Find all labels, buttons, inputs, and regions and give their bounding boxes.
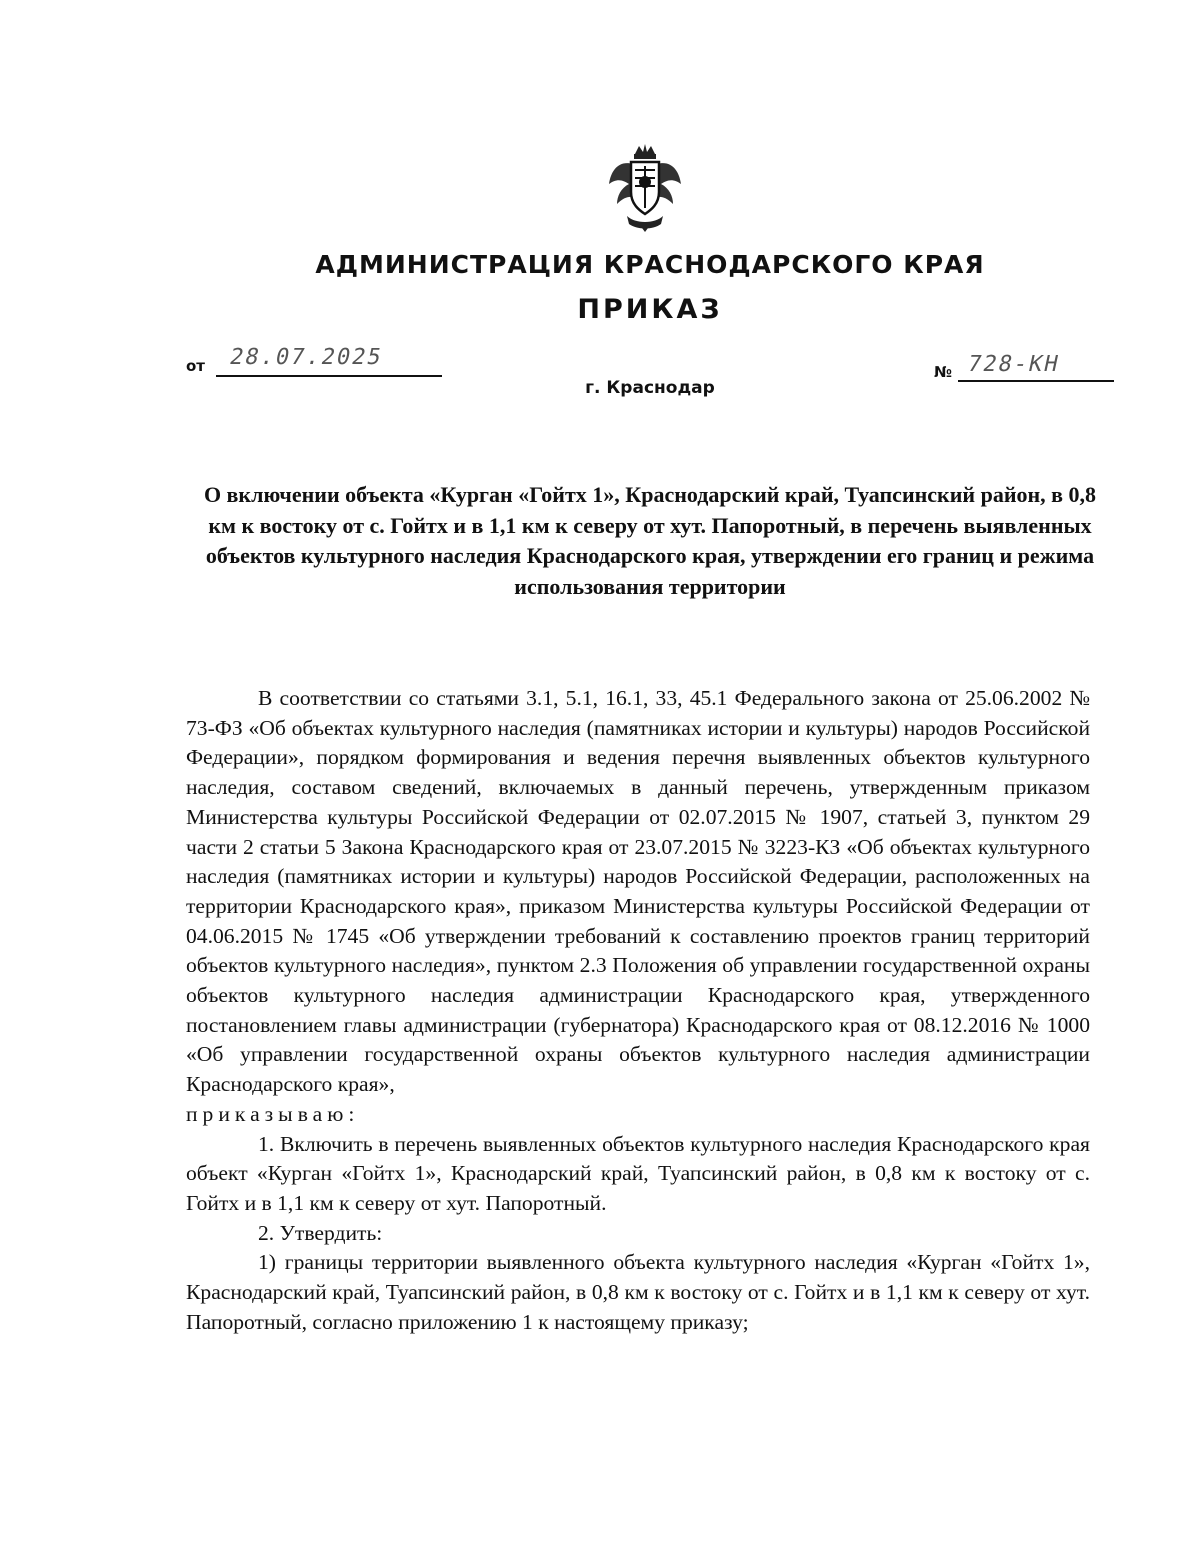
item-2-1-paragraph: 1) границы территории выявленного объекта культурного наследия «Курган «Гойтх 1», Краснодарский край, Туапсинский район, в 0,8 км к востоку от с. Гойтх и в 1,1 км к северу от хут. Папоротный, согласно приложению 1 к настоящему приказу; xyxy=(186,1250,1090,1334)
preamble-paragraph xyxy=(186,684,1090,1130)
document-body xyxy=(186,684,1090,1337)
item-1-paragraph: 1. Включить в перечень выявленных объектов культурного наследия Краснодарского края объект «Курган «Гойтх 1», Краснодарский край, Туапсинский район, в 0,8 км к востоку от с. Гойтх и в 1,1 км к северу от хут. Папоротный. xyxy=(186,1131,1090,1215)
coat-of-arms-emblem xyxy=(605,140,685,232)
handwritten-date: 28.07.2025 xyxy=(227,345,386,370)
item-2-paragraph: 2. Утвердить: xyxy=(258,1220,383,1245)
agency-name: АДМИНИСТРАЦИЯ КРАСНОДАРСКОГО КРАЯ xyxy=(315,250,985,279)
number-prefix: № xyxy=(934,363,953,381)
city-name: г. Краснодар xyxy=(585,378,715,398)
date-line xyxy=(186,345,466,381)
document-title: О включении объекта «Курган «Гойтх 1», Краснодарский край, Туапсинский район, в 0,8 км к востоку от с. Гойтх и в 1,1 км к северу от хут. Папоротный, в перечень выявленных объектов культурного наследия Краснодарского края, утверждении его границ и режима использования территории xyxy=(203,482,1097,599)
date-prefix: от xyxy=(186,357,205,375)
document-type: ПРИКАЗ xyxy=(577,294,723,325)
preamble-text: В соответствии со статьями 3.1, 5.1, 16.1, 33, 45.1 Федерального закона от 25.06.2002 № 73-ФЗ «Об объектах культурного наследия (памятниках истории и культуры) народов Российской Федерации», порядком формирования и ведения перечня выявленных объектов культурного наследия, составом сведений, включаемых в данный перечень, утвержденным приказом Министерства культуры Российской Федерации от 02.07.2015 № 1907, статьей 3, пунктом 29 части 2 статьи 5 Закона Краснодарского края от 23.07.2015 № 3223-КЗ «Об объектах культурного наследия (памятниках истории и культуры) народов Российской Федерации, расположенных на территории Краснодарского края», приказом Министерства культуры Российской Федерации от 04.06.2015 № 1745 «Об утверждении требований к составлению проектов границ территорий объектов культурного наследия», пунктом 2.3 Положения об управлении государственной охраны объектов культурного наследия администрации Краснодарского края, утвержденного постановлением главы администрации (губернатора) Краснодарского края от 08.12.2016 № 1000 «Об управлении государственной охраны объектов культурного наследия администрации Краснодарского края», xyxy=(186,686,1090,1097)
handwritten-number: 728-КН xyxy=(965,352,1063,377)
date-field xyxy=(216,345,442,377)
decree-word: приказываю: xyxy=(186,1101,360,1126)
